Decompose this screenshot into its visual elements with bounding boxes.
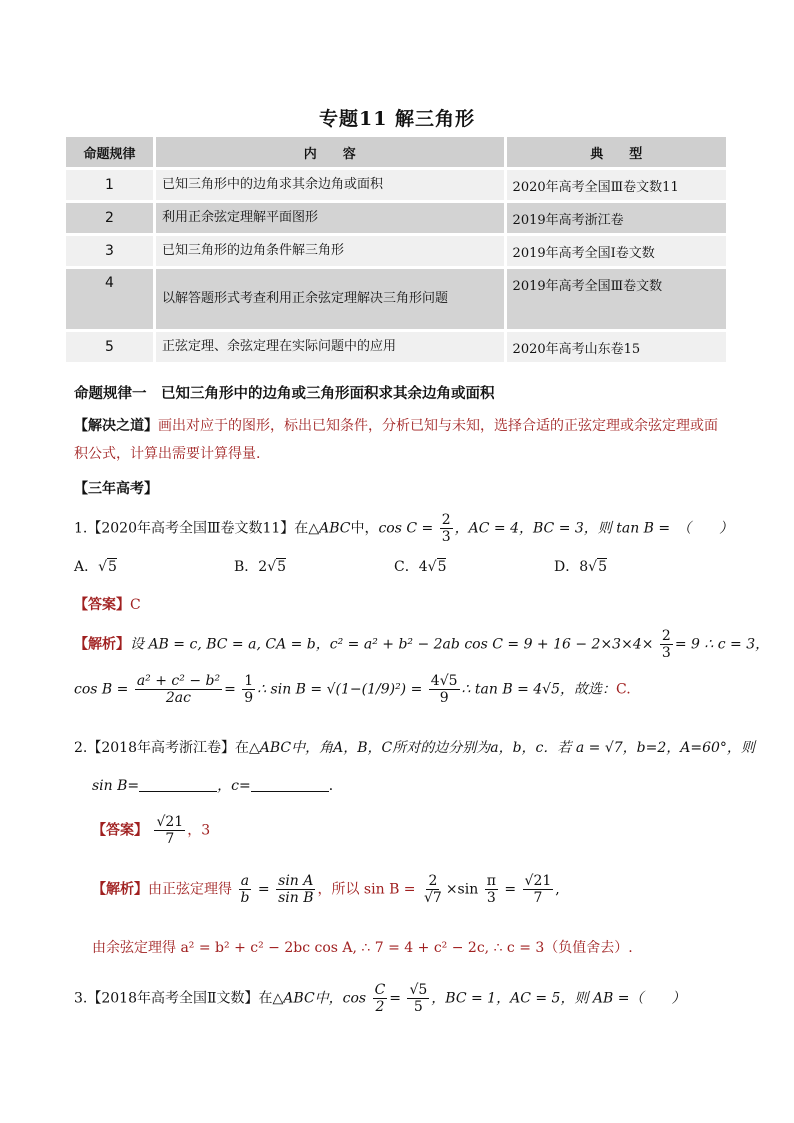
- q3-eq: =: [389, 990, 402, 1007]
- sinb-blank[interactable]: [139, 777, 217, 792]
- frac-den: 7: [165, 831, 175, 847]
- q3-value: [407, 982, 429, 1015]
- exp1-text: 设 AB = c, BC = a, CA = b，c² = a² + b² − 2ab cos C = 9 + 16 − 2×3×4×: [130, 636, 654, 653]
- exp2-cos: cos B =: [74, 681, 129, 698]
- rule-source: 2019年高考浙江卷: [507, 203, 726, 233]
- method-text: 画出对应于的图形，标出已知条件，分析已知与未知，选择合适的正弦定理或余弦定理或面积公式，计算出需要计算得量.: [74, 418, 718, 462]
- rule-number: 1: [66, 170, 153, 200]
- frac-num: 2: [661, 628, 671, 644]
- exp2-one-ninth: [242, 673, 255, 706]
- header-content: 内 容: [156, 137, 504, 167]
- q2-sinb: sin B=: [92, 778, 140, 794]
- q3-text: △ABC中，cos: [272, 990, 367, 1007]
- choice-c[interactable]: C．4√5: [394, 559, 447, 575]
- rule-number: 2: [66, 203, 153, 233]
- choice-coef: 4: [418, 559, 428, 575]
- choice-coef: 8: [579, 559, 589, 575]
- frac-num: √21: [524, 873, 552, 889]
- choice-letter: A．: [74, 559, 99, 575]
- choice-letter: C．: [394, 559, 419, 575]
- header-rule: 命题规律: [66, 137, 153, 167]
- exp-a: 由正弦定理得: [148, 881, 232, 898]
- answer-value: C: [130, 597, 141, 613]
- frac-den: 9: [244, 690, 254, 706]
- ratio-fraction: $\frac{a}{b}$: [240, 873, 250, 906]
- q3-rest: ，BC = 1，AC = 5，则 AB =（ ）: [431, 990, 686, 1007]
- sine-ratio-fraction: $\frac{\text{sin A}}{\text{sin B}}$: [278, 873, 314, 906]
- table-row: [66, 170, 726, 200]
- q1-explanation-line1: [74, 628, 769, 661]
- q1-mid: 中，: [350, 520, 379, 537]
- q2-explanation-line2: 由余弦定理得 a² = b² + c² − 2bc cos A, ∴ 7 = 4 + c² − 2c, ∴ c = 3（负值舍去）.: [92, 940, 633, 956]
- rule-source: 2019年高考全国Ⅲ卷文数: [507, 269, 726, 329]
- rule-number: 4: [66, 269, 153, 329]
- choice-letter: B．: [234, 559, 259, 575]
- q1-answer: [74, 594, 141, 614]
- answer-label: 【答案】: [74, 597, 130, 613]
- table-row: [66, 236, 726, 266]
- table-row: [66, 203, 726, 233]
- rule-content: 以解答题形式考查利用正余弦定理解决三角形问题: [156, 269, 504, 329]
- rules-table: [63, 134, 729, 365]
- q2-end: ．: [328, 778, 343, 794]
- q2-text: △ABC中，角A，B，C所对的边分别为a，b，c．若 a = √7，b=2，A=60°，则: [249, 740, 755, 756]
- exp2-pick: C.: [615, 681, 631, 698]
- exp2-eq: =: [224, 681, 236, 698]
- answer-tail: ，3: [187, 822, 211, 839]
- header-example: 典 型: [507, 137, 726, 167]
- method-paragraph: [74, 412, 724, 468]
- frac-num: C: [374, 982, 386, 998]
- exp2-tan: ∴ tan B = 4√5，故选：: [461, 681, 616, 698]
- frac-den: 9: [439, 690, 449, 706]
- question-1: [74, 512, 733, 545]
- table-row: [66, 269, 726, 329]
- question-2-blanks: [92, 775, 343, 795]
- choice-radicand: 5: [277, 559, 287, 575]
- frac-num: √5: [409, 982, 428, 998]
- rule-content: 已知三角形中的边角求其余边角或面积: [156, 170, 504, 200]
- explanation-label: 【解析】: [74, 636, 130, 653]
- q1-rest: ，AC = 4，BC = 3，则 tan B = （ ）: [454, 520, 734, 537]
- frac-num: a² + c² − b²: [136, 673, 221, 689]
- explanation-label: 【解析】: [92, 881, 148, 898]
- q1-prefix: 1.【2020年高考全国Ⅲ卷文数11】在: [74, 520, 309, 537]
- q1-choices: [74, 556, 714, 576]
- exp2-sin-fraction: [429, 673, 460, 706]
- q2-prefix: 2.【2018年高考浙江卷】在: [74, 740, 249, 756]
- choice-coef: 2: [258, 559, 268, 575]
- q2-explanation-line1: 【解析】由正弦定理得 $\frac{a}{b}$ = $\frac{\text{sin A}}{\text{sin B}}$ ，所以 sin B = $\frac{2}{√7}$ ×sin $\frac{\pi}{3}$ = $\frac{√21}{7}$ ,: [92, 873, 560, 906]
- method-label: 【解决之道】: [74, 418, 158, 434]
- exp2-sin: ∴ sin B = √(1−(1/9)²) =: [257, 681, 423, 698]
- two-over-root7: $\frac{2}{√7}$: [424, 873, 442, 906]
- exp1-tail: = 9 ∴ c = 3，: [674, 636, 770, 653]
- three-years-label: 【三年高考】: [74, 481, 158, 497]
- frac-den: 3: [661, 645, 671, 661]
- q3-half-angle: [373, 982, 388, 1015]
- pi-over-3: $\frac{\pi}{3}$: [486, 873, 496, 906]
- choice-b[interactable]: B．2√5: [234, 559, 287, 575]
- exp-a-tail: ，所以 sin B =: [317, 881, 416, 898]
- choice-radicand: 5: [437, 559, 447, 575]
- table-row: [66, 332, 726, 362]
- c-blank[interactable]: [251, 777, 329, 792]
- choice-radicand: 5: [598, 559, 607, 575]
- rule-content: 已知三角形的边角条件解三角形: [156, 236, 504, 266]
- rule-content: 利用正余弦定理解平面图形: [156, 203, 504, 233]
- q2-answer-fraction: [154, 814, 185, 847]
- q1-fraction: [440, 512, 453, 545]
- section-heading: 命题规律一 已知三角形中的边角或三角形面积求其余边角或面积: [74, 386, 495, 402]
- page-title: 专题11 解三角形: [318, 108, 476, 130]
- rule-number: 5: [66, 332, 153, 362]
- frac-den: 7: [533, 890, 543, 906]
- choice-letter: D．: [554, 559, 580, 575]
- exp2-fraction: [135, 673, 222, 706]
- q1-frac-num: 2: [441, 512, 451, 528]
- choice-a[interactable]: A．√5: [74, 559, 117, 575]
- frac-num: 1: [244, 673, 254, 689]
- result-fraction: [523, 873, 554, 906]
- frac-den: 5: [413, 999, 423, 1015]
- q1-explanation-line2: [74, 673, 631, 706]
- question-2: [74, 737, 755, 757]
- frac-den: 2: [375, 999, 385, 1015]
- rule-source: 2020年高考全国Ⅲ卷文数11: [507, 170, 726, 200]
- answer-label: 【答案】: [92, 822, 148, 839]
- frac-den: 2ac: [165, 690, 191, 706]
- frac-num: √21: [156, 814, 184, 830]
- choice-d[interactable]: D．8√5: [554, 559, 607, 575]
- q1-triangle: △ABC: [308, 520, 351, 537]
- rule-content: 正弦定理、余弦定理在实际问题中的应用: [156, 332, 504, 362]
- q1-cos: cos C =: [378, 520, 434, 537]
- q2-answer: [92, 814, 210, 847]
- rule-number: 3: [66, 236, 153, 266]
- frac-num: 4√5: [430, 673, 458, 689]
- exp1-fraction: [660, 628, 673, 661]
- q1-frac-den: 3: [441, 529, 451, 545]
- choice-radicand: 5: [108, 559, 117, 575]
- table-header-row: [66, 137, 726, 167]
- rule-source: 2019年高考全国Ⅰ卷文数: [507, 236, 726, 266]
- question-3: [74, 982, 685, 1015]
- q2-c: ，c=: [217, 778, 251, 794]
- q3-prefix: 3.【2018年高考全国Ⅱ文数】在: [74, 990, 273, 1007]
- rule-source: 2020年高考山东卷15: [507, 332, 726, 362]
